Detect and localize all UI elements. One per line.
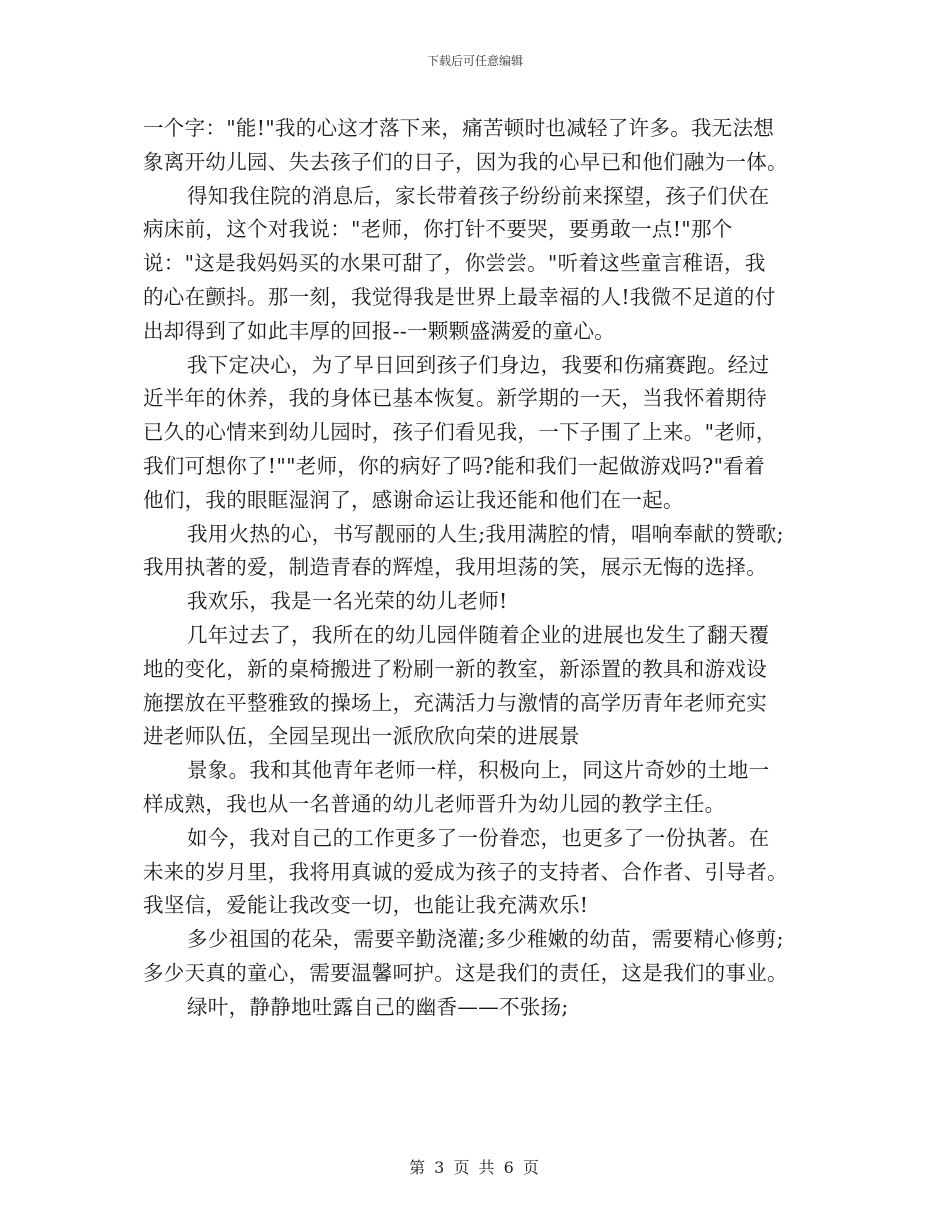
text-line: 多少天真的童心，需要温馨呵护。这是我们的责任，这是我们的事业。 <box>143 960 788 985</box>
text-line: 一个字："能!"我的心这才落下来，痛苦顿时也减轻了许多。我无法想 <box>143 116 775 140</box>
text-line: 样成熟，我也从一名普通的幼儿老师晋升为幼儿园的教学主任。 <box>143 791 726 816</box>
text-line: 进老师队伍，全园呈现出一派欣欣向荣的进展景 <box>143 724 580 749</box>
text-line: 我们可想你了!""老师，你的病好了吗?能和我们一起做游戏吗?"看着 <box>143 453 765 478</box>
text-line: 得知我住院的消息后，家长带着孩子纷纷前来探望，孩子们伏在 <box>187 183 770 208</box>
text-line: 近半年的休养，我的身体已基本恢复。新学期的一天，当我怀着期待 <box>143 386 767 411</box>
text-line: 景象。我和其他青年老师一样，积极向上，同这片奇妙的土地一 <box>187 758 770 783</box>
text-line: 病床前，这个对我说："老师，你打针不要哭，要勇敢一点!"那个 <box>143 217 733 242</box>
text-line: 如今，我对自己的工作更多了一份眷恋，也更多了一份执著。在 <box>187 825 770 850</box>
text-line: 我欢乐，我是一名光荣的幼儿老师! <box>187 589 508 614</box>
text-line: 出却得到了如此丰厚的回报--一颗颗盛满爱的童心。 <box>143 318 616 343</box>
text-line: 施摆放在平整雅致的操场上，充满活力与激情的高学历青年老师充实 <box>143 690 767 715</box>
page-header: 下载后可任意编辑 <box>426 54 523 68</box>
text-line: 我下定决心，为了早日回到孩子们身边，我要和伤痛赛跑。经过 <box>187 352 770 377</box>
text-line: 绿叶，静静地吐露自己的幽香——不张扬; <box>187 994 569 1019</box>
text-line: 未来的岁月里，我将用真诚的爱成为孩子的支持者、合作者、引导者。 <box>143 859 788 884</box>
body-text <box>143 112 813 1025</box>
text-line: 多少祖国的花朵，需要辛勤浇灌;多少稚嫩的幼苗，需要精心修剪; <box>187 927 784 952</box>
text-line: 我用火热的心，书写靓丽的人生;我用满腔的情，唱响奉献的赞歌; <box>187 521 784 546</box>
text-line: 他们，我的眼眶湿润了，感谢命运让我还能和他们在一起。 <box>143 487 684 512</box>
text-line: 我坚信，爱能让我改变一切，也能让我充满欢乐! <box>143 893 589 918</box>
text-line: 我用执著的爱，制造青春的辉煌，我用坦荡的笑，展示无悔的选择。 <box>143 555 767 580</box>
page-number-footer: 第 3 页 共 6 页 <box>409 1158 541 1177</box>
text-line: 几年过去了，我所在的幼儿园伴随着企业的进展也发生了翻天覆 <box>187 622 770 647</box>
text-line: 已久的心情来到幼儿园时，孩子们看见我，一下子围了上来。"老师， <box>143 420 777 445</box>
text-line: 象离开幼儿园、失去孩子们的日子，因为我的心早已和他们融为一体。 <box>143 149 788 174</box>
text-line: 的心在颤抖。那一刻，我觉得我是世界上最幸福的人!我微不足道的付 <box>143 284 776 309</box>
text-line: 地的变化，新的桌椅搬进了粉刷一新的教室，新添置的教具和游戏设 <box>143 656 767 681</box>
text-line: 说："这是我妈妈买的水果可甜了，你尝尝。"听着这些童言稚语，我 <box>143 251 766 276</box>
